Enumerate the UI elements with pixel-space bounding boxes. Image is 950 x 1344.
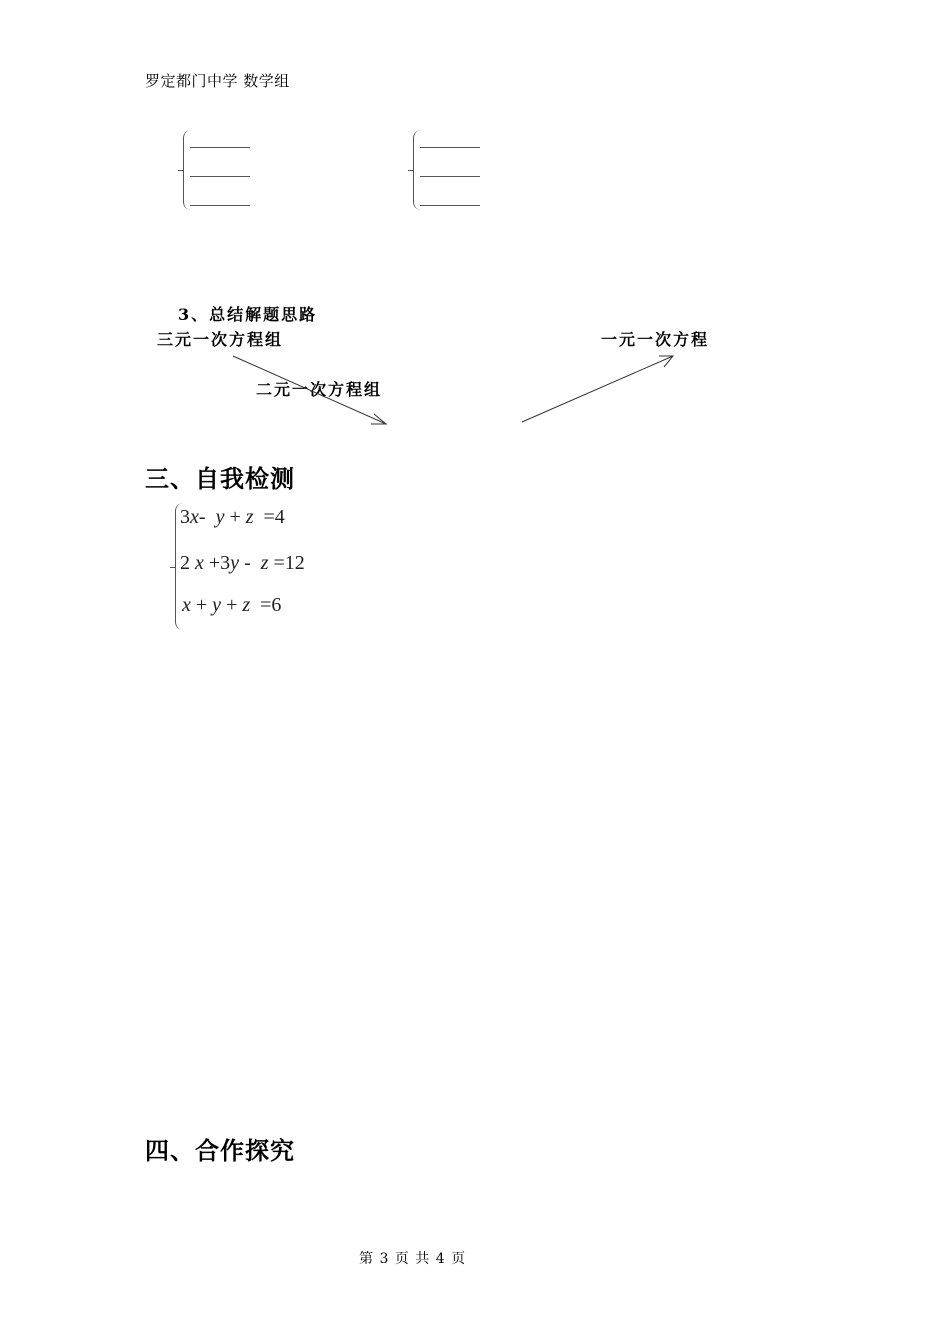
page-header: 罗定都门中学 数学组 xyxy=(145,72,290,90)
arrowhead xyxy=(371,414,386,424)
equation-row: 2 x +3y - z =12 xyxy=(180,552,305,574)
section-self-test-heading: 三、自我检测 xyxy=(145,465,295,493)
arrow-up-right xyxy=(522,356,673,422)
label-three-variable-system: 三元一次方程组 xyxy=(157,330,284,349)
label-one-variable-equation: 一元一次方程 xyxy=(601,330,710,349)
equation-row: 3x- y + z =4 xyxy=(180,506,285,528)
summary-heading: 3、总结解题思路 xyxy=(178,305,318,324)
label-two-variable-system: 二元一次方程组 xyxy=(256,380,383,399)
equation-row: x + y + z =6 xyxy=(182,594,282,616)
page-footer: 第 3 页 共 4 页 xyxy=(359,1251,467,1267)
section-cooperate-heading: 四、合作探究 xyxy=(145,1137,295,1165)
arrow-down-right xyxy=(233,356,386,424)
